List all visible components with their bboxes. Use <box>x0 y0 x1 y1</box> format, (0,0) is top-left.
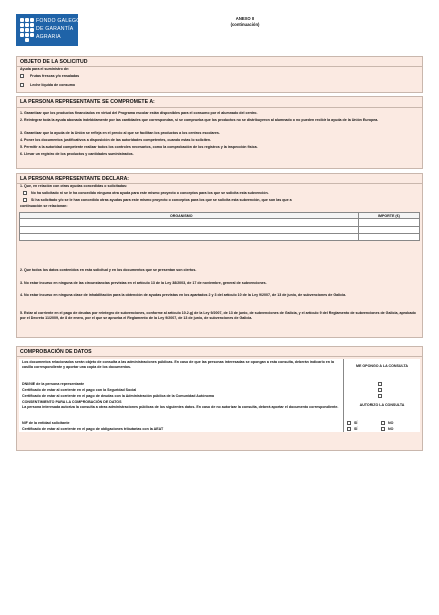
section-comprobacion-title: COMPROBACIÓN DE DATOS <box>20 349 92 355</box>
opt-si-otras-ayudas-cont: continuación se relacionan: <box>20 203 68 208</box>
section-objeto <box>16 56 423 93</box>
section-objeto-title: OBJETO DE LA SOLICITUD <box>20 59 88 65</box>
consent-row-nif-label: NIF de la entidad solicitante <box>22 420 70 425</box>
galicia-emblem-icon <box>20 18 34 42</box>
section-compromete-title: LA PERSONA REPRESENTANTE SE COMPROMETE A: <box>20 99 155 105</box>
declara-item-3: 3. No estar incurso en ninguna de las circunstancias previstas en el artículo 13 de la Ley 38/2003, de 17 de noviembre, general de subvenciones. <box>20 281 267 285</box>
section-compromete <box>16 96 423 169</box>
checkbox-oppose-ss[interactable] <box>378 388 382 392</box>
declara-item-4: 4. No estar incurso en ninguna clase de inhabilitación para la obtención de ayudas previstas en los apartados 2 y 3 del artículo 10 de la Ley 9/2007, de 13 de junio, de subvenciones de Galicia. <box>20 293 347 297</box>
section-declara <box>16 173 423 338</box>
checkbox-frutas[interactable] <box>20 74 24 78</box>
ayudas-table <box>19 212 420 241</box>
declara-item-5: 5. Estar al corriente en el pago de deudas por reintegro de subvenciones, conforme al artículo 10.2.g) de la Ley 9/2007, de 13 de junio, de subvenciones de Galicia, y el artículo 9 del Reglamento de subvenciones de Galicia, aprobado por el Decreto 11/2009, de 8 de enero, por el que se aprueba el Reglamento de la Ley 9/2007, de 13 de junio, de subvenciones de Galicia. <box>20 311 416 320</box>
option-frutas-label: Frutas frescas y/o ensaladas <box>30 73 80 78</box>
consent-header: AUTORIZO LA CONSULTA <box>359 403 405 407</box>
checkbox-nif-si[interactable] <box>347 421 351 425</box>
compromete-item-6: 6. Llevar un registro de los productos y cantidades suministrados. <box>20 152 134 156</box>
radio-no-otras-ayudas[interactable] <box>23 191 27 195</box>
oppose-header-row <box>19 359 420 382</box>
radio-si-otras-ayudas[interactable] <box>23 198 27 202</box>
fogga-logo <box>16 14 81 46</box>
oppose-row-dni-label: DNI/NIE de la persona representante <box>22 381 85 386</box>
compromete-item-4: 4. Poner los documentos justificativos a disposición de las autoridades competentes, cuando estas lo soliciten. <box>20 138 212 142</box>
nif-no-label: NO <box>388 420 394 425</box>
consent-row-aeat-label: Certificado de estar al corriente en el pago de obligaciones tributarias con la AEAT <box>22 426 164 431</box>
consent-header-row <box>19 399 420 421</box>
col-importe: IMPORTE (€) <box>378 213 400 218</box>
opt-si-otras-ayudas-label: Sí ha solicitado y/o se le han concedido otras ayudas para este mismo proyecto o conceptos para los que se solicita esta subvención, que son las que a <box>31 197 292 202</box>
oppose-text: Los documentos relacionados serán objeto de consulta a las administraciones públicas. En caso de que las personas interesadas se opongan a esta consulta, deberán indicarlo en la casilla correspondiente y aportar una copia de los documentos. <box>22 360 334 369</box>
checkbox-aeat-si[interactable] <box>347 427 351 431</box>
section-comprobacion <box>16 346 423 451</box>
section-declara-title: LA PERSONA REPRESENTANTE DECLARA: <box>20 176 130 182</box>
consent-row-aeat <box>19 426 420 432</box>
nif-si-label: SÍ <box>354 420 358 425</box>
declara-item-2: 2. Que todos los datos contenidos en esta solicitud y en los documentos que se presentan son ciertos. <box>20 268 197 272</box>
annex-subtitle: (continuación) <box>230 22 260 27</box>
compromete-item-5: 5. Permitir a la autoridad competente realizar todos los controles necesarios, como la comprobación de los registros y la inspección física. <box>20 145 258 149</box>
compromete-item-1: 1. Garantizar que los productos financiados en virtud del Programa escolar están disponibles para el consumo por el alumnado del centro. <box>20 111 258 115</box>
aeat-si-label: SÍ <box>354 426 358 431</box>
objeto-subtitle: Ayuda para el suministro de: <box>20 67 70 71</box>
consent-title: CONSENTIMIENTO PARA LA COMPROBACIÓN DE DATOS <box>22 399 122 404</box>
checkbox-leche[interactable] <box>20 83 24 87</box>
ayudas-row-3[interactable] <box>20 233 419 241</box>
logo-line-3: AGRARIA <box>36 34 61 40</box>
logo-text <box>36 17 80 41</box>
logo-line-1: FONDO GALEGO <box>36 18 81 24</box>
logo-line-2: DE GARANTÍA <box>36 26 74 32</box>
option-leche-label: Leche líquida de consumo <box>30 82 76 87</box>
oppose-header: ME OPONGO A LA CONSULTA <box>356 364 408 368</box>
consent-text: La persona interesada autoriza la consulta a otras administraciones públicas de los siguientes datos. En caso de no autorizar la consulta, deberá aportar el documento correspondiente. <box>22 405 339 409</box>
checkbox-oppose-dni[interactable] <box>378 382 382 386</box>
declara-intro: 1. Que, en relación con otras ayudas concedidas o solicitadas: <box>20 184 128 188</box>
compromete-item-2: 2. Reintegrar toda la ayuda abonada indebidamente por las cantidades que correspondan, si se comprueba que los productos no se distribuyeron al alumnado o no pueden recibir la ayuda de la Unión Europea. <box>20 118 379 122</box>
oppose-row-ss-label: Certificado de estar al corriente en el pago con la Seguridad Social <box>22 387 137 392</box>
checkbox-nif-no[interactable] <box>381 421 385 425</box>
col-organismo: ORGANISMO <box>170 213 193 218</box>
checkbox-aeat-no[interactable] <box>381 427 385 431</box>
aeat-no-label: NO <box>388 426 394 431</box>
checkbox-oppose-ca[interactable] <box>378 394 382 398</box>
annex-heading <box>205 16 285 28</box>
oppose-row-ca-label: Certificado de estar al corriente en el pago de deudas con la Administración pública de la Comunidad Autónoma <box>22 393 215 398</box>
opt-no-otras-ayudas-label: No ha solicitado ni se le ha concedido ninguna otra ayuda para este mismo proyecto o conceptos para los que se solicita esta subvención. <box>31 190 269 195</box>
annex-title: ANEXO II <box>235 16 255 21</box>
compromete-item-3: 3. Garantizar que la ayuda de la Unión se refleja en el precio al que se facilitan los productos a los centros escolares. <box>20 131 220 135</box>
